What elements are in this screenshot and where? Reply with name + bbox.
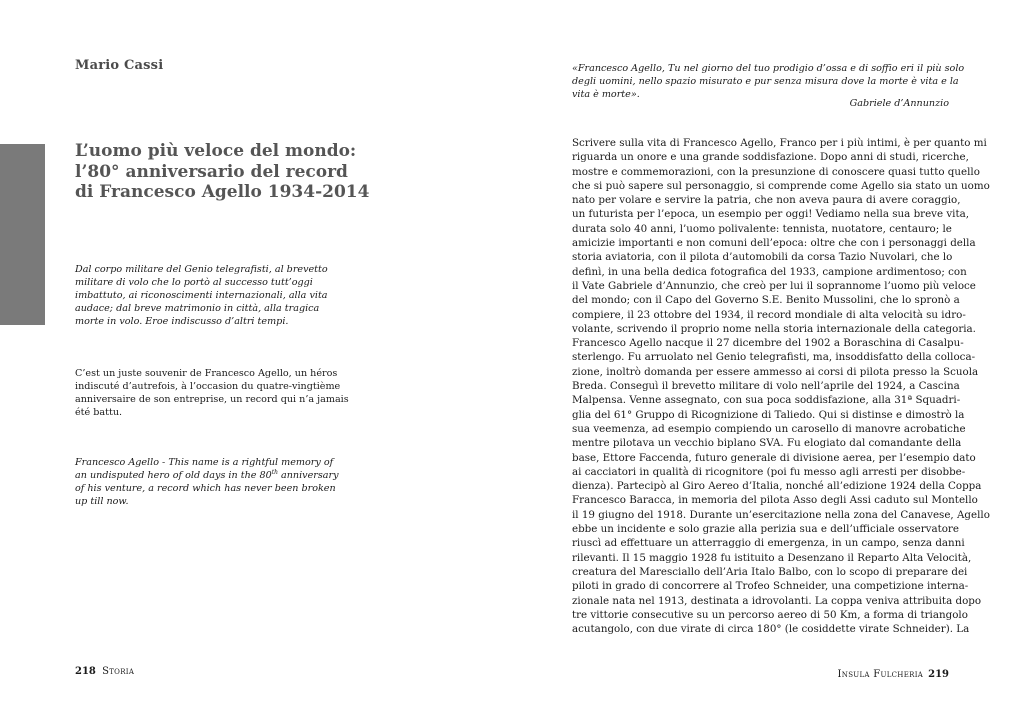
epigraph-line: vita è morte». bbox=[572, 89, 640, 100]
gray-side-tab bbox=[0, 144, 45, 325]
page-footer-left bbox=[75, 666, 134, 677]
body-line: nato per volare e servire la patria, che non aveva paura di avere coraggio, bbox=[572, 194, 961, 207]
epigraph-line: degli uomini, nello spazio misurato e pur senza misura dove la morte è vita e la bbox=[572, 76, 959, 87]
abstract-line: imbattuto, ai riconoscimenti internazionali, alla vita bbox=[75, 290, 328, 301]
author-name: Mario Cassi bbox=[75, 58, 164, 73]
body-line: riguarda un onore e una grande soddisfazione. Dopo anni di studi, ricerche, bbox=[572, 151, 969, 164]
abstract-line: indiscuté d’autrefois, à l’occasion du quatre-vingtième bbox=[75, 381, 341, 392]
body-line: Malpensa. Venne assegnato, con sua poca soddisfazione, alla 31ª Squadri- bbox=[572, 394, 961, 407]
abstract-line: militare di volo che lo portò al successo tutt’oggi bbox=[75, 277, 313, 288]
abstract-line: morte in volo. Eroe indiscusso d’altri tempi. bbox=[75, 316, 289, 327]
title-line: l’80° anniversario del record bbox=[75, 161, 348, 182]
abstract-line: audace; dal breve matrimonio in città, alla tragica bbox=[75, 303, 320, 314]
body-line: acutangolo, con due virate di circa 180° (le cosiddette virate Schneider). La bbox=[572, 623, 970, 636]
abstract-french bbox=[75, 367, 349, 419]
body-line: zione, inoltrò domanda per essere ammesso ai corsi di pilota presso la Scuola bbox=[572, 365, 979, 378]
right-page bbox=[512, 0, 1024, 723]
body-line: Scrivere sulla vita di Francesco Agello, Franco per i più intimi, è per quanto mi bbox=[572, 137, 987, 149]
epigraph-quote bbox=[572, 62, 965, 101]
page-number: 219 bbox=[928, 669, 949, 680]
section-name: Insula Fulcheria bbox=[837, 669, 924, 680]
body-line: definì, in una bella dedica fotografica del 1933, campione ardimentoso; con bbox=[572, 265, 967, 278]
body-line: sua veemenza, ad esempio compiendo un carosello di manovre acrobatiche bbox=[572, 422, 966, 435]
body-line: il Vate Gabriele d’Annunzio, che creò per lui il soprannome l’uomo più veloce bbox=[572, 279, 976, 292]
abstract-line: Dal corpo militare del Genio telegrafisti, al brevetto bbox=[75, 264, 328, 275]
page-footer-right bbox=[572, 669, 949, 680]
body-line: rilevanti. Il 15 maggio 1928 fu istituito a Desenzano il Reparto Alta Velocità, bbox=[572, 551, 972, 564]
title-line: di Francesco Agello 1934-2014 bbox=[75, 182, 370, 202]
body-line: ebbe un incidente e solo grazie alla perizia sua e dell’ufficiale osservatore bbox=[572, 523, 959, 536]
body-line: Breda. Conseguì il brevetto militare di volo nell’aprile del 1924, a Cascina bbox=[572, 380, 960, 393]
abstract-english bbox=[75, 456, 343, 508]
ordinal-superscript: th bbox=[271, 468, 278, 476]
body-line: piloti in grado di concorrere al Trofeo Schneider, una competizione interna- bbox=[572, 580, 969, 593]
page-number: 218 bbox=[75, 666, 96, 677]
body-line: del mondo; con il Capo del Governo S.E. Benito Mussolini, che lo spronò a bbox=[572, 294, 960, 307]
body-line: volante, scrivendo il proprio nome nella storia internazionale della categoria. bbox=[572, 322, 976, 335]
body-line: Francesco Baracca, in memoria del pilota Asso degli Assi caduto sul Montello bbox=[572, 494, 978, 507]
abstract-line: Francesco Agello - This name is a rightful memory of bbox=[75, 457, 334, 468]
abstract-text: anniversary bbox=[277, 470, 339, 481]
abstract-line: up till now. bbox=[75, 496, 129, 507]
body-line: base, Ettore Faccenda, futuro generale di divisione aerea, per l’esempio dato bbox=[572, 451, 976, 464]
body-line: durata solo 40 anni, l’uomo polivalente: tennista, nuotatore, centauro; le bbox=[572, 222, 952, 235]
abstract-line: of his venture, a record which has never been broken bbox=[75, 483, 336, 494]
body-line: glia del 61° Gruppo di Ricognizione di Taliedo. Qui si distinse e dimostrò la bbox=[572, 408, 965, 421]
epigraph-attribution: Gabriele d’Annunzio bbox=[849, 98, 949, 109]
body-line: amicizie importanti e non comuni dell’epoca: oltre che con i personaggi della bbox=[572, 237, 976, 250]
abstract-text: an undisputed hero of old days in the 80 bbox=[75, 470, 272, 481]
title-line: L’uomo più veloce del mondo: bbox=[75, 141, 357, 161]
body-line: mostre e commemorazioni, con la presunzione di conoscere quasi tutto quello bbox=[572, 165, 980, 178]
article-body bbox=[572, 136, 990, 636]
article-title bbox=[75, 141, 375, 203]
body-line: dienza). Partecipò al Giro Aereo d’Italia, nonché all’edizione 1924 della Coppa bbox=[572, 480, 982, 493]
body-line: tre vittorie consecutive su un percorso aereo di 50 Km, a forma di triangolo bbox=[572, 608, 968, 621]
abstract-line: C’est un juste souvenir de Francesco Agello, un héros bbox=[75, 368, 338, 379]
abstract-italian bbox=[75, 263, 343, 328]
abstract-line bbox=[75, 469, 343, 482]
body-line: creatura del Maresciallo dell’Aria Italo Balbo, con lo scopo di preparare dei bbox=[572, 565, 968, 578]
body-line: mentre pilotava un vecchio biplano SVA. Fu elogiato dal comandante della bbox=[572, 437, 962, 450]
body-line: storia aviatoria, con il pilota d’automobili da corsa Tazio Nuvolari, che lo bbox=[572, 251, 953, 264]
abstract-line: été battu. bbox=[75, 407, 123, 418]
body-line: Francesco Agello nacque il 27 dicembre del 1902 a Boraschina di Casalpu- bbox=[572, 337, 964, 350]
body-line: il 19 giugno del 1918. Durante un’esercitazione nella zona del Canavese, Agello bbox=[572, 508, 990, 521]
body-line: che si può sapere sul personaggio, si comprende come Agello sia stato un uomo bbox=[572, 179, 990, 192]
body-line: compiere, il 23 ottobre del 1934, il record mondiale di alta velocità su idro- bbox=[572, 308, 966, 321]
body-line: zionale nata nel 1913, destinata a idrovolanti. La coppa veniva attribuita dopo bbox=[572, 594, 982, 607]
body-line: ai cacciatori in qualità di ricognitore (poi fu messo agli arresti per disobbe- bbox=[572, 465, 966, 478]
section-name: Storia bbox=[102, 666, 135, 677]
body-line: un futurista per l’epoca, un esempio per oggi! Vediamo nella sua breve vita, bbox=[572, 208, 970, 221]
body-line: riuscì ad effettuare un atterraggio di emergenza, in un campo, senza danni bbox=[572, 537, 965, 550]
body-line: sterlengo. Fu arruolato nel Genio telegrafisti, ma, insoddisfatto della colloca- bbox=[572, 351, 976, 364]
epigraph-line: «Francesco Agello, Tu nel giorno del tuo prodigio d’ossa e di soffio eri il più solo bbox=[572, 63, 965, 74]
abstract-line: anniversaire de son entreprise, un record qui n’a jamais bbox=[75, 394, 349, 405]
